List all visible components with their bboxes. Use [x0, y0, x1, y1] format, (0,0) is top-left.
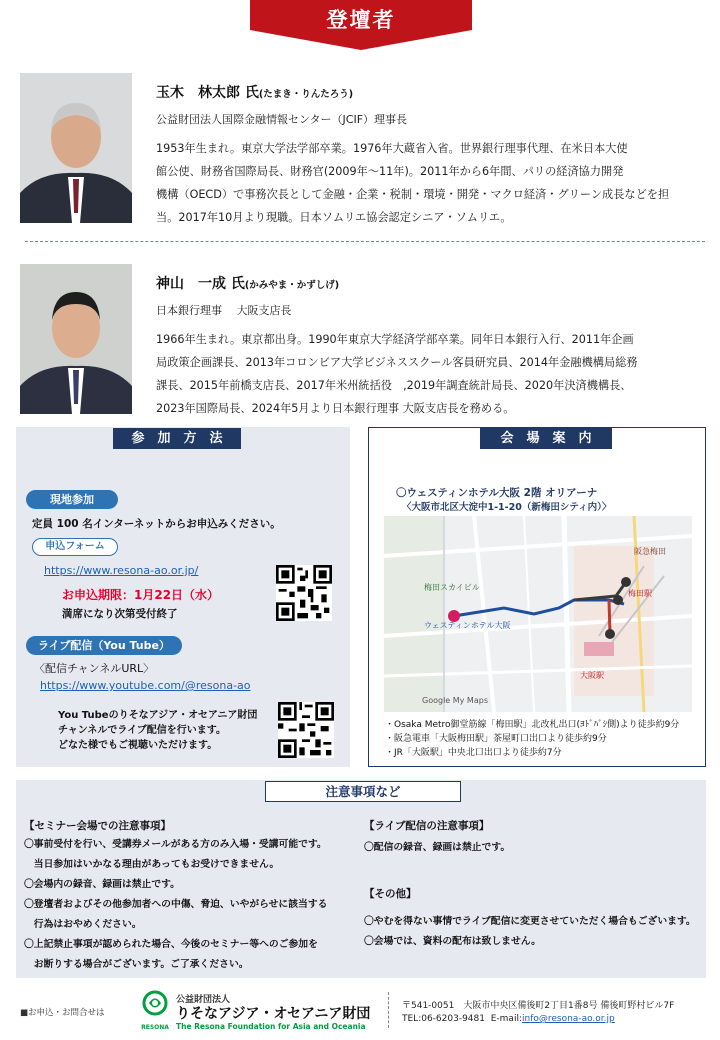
venue-map[interactable] — [384, 516, 692, 712]
speaker-1-title: 公益財団法人国際金融情報センター（JCIF）理事長 — [156, 113, 408, 126]
other-notice-heading: 【その他】 — [364, 888, 417, 900]
speaker-1-photo — [20, 73, 132, 223]
map-label-umeda-station: 梅田駅 — [628, 589, 652, 598]
notices-title: 注意事項など — [265, 781, 461, 802]
speaker-2-name: 神山 一成 氏(かみやま・かずしげ) — [156, 276, 340, 292]
youtube-qr-code[interactable] — [278, 702, 334, 758]
footer-tel: TEL:06-6203-9481 — [402, 1014, 485, 1024]
form-label: 申込フォーム — [32, 538, 118, 556]
venue-title: 会 場 案 内 — [480, 428, 612, 449]
venue-address: 〈大阪市北区大淀中1-1-20（新梅田シティ内）〉 — [402, 502, 612, 513]
live-notice-heading: 【ライブ配信の注意事項】 — [364, 820, 490, 832]
form-link[interactable]: https://www.resona-ao.or.jp/ — [44, 564, 199, 577]
live-description: You Tubeのりそなアジア・オセアニア財団 チャンネルでライブ配信を行います。 どなた様でもご視聴いただけます。 — [58, 710, 258, 751]
org-name-en: The Resona Foundation for Asia and Oceania — [176, 1022, 366, 1031]
footer-email-label: E-mail: — [490, 1014, 522, 1024]
access-info: ・Osaka Metro御堂筋線「梅田駅」北改札出口(ﾖﾄﾞﾊﾞｼ側)より徒歩約9分 ・阪急電車「大阪梅田駅」茶屋町口出口より徒歩約9分 ・JR「大阪駅」中央北口出口より徒歩約7分 — [385, 720, 680, 758]
speaker-divider — [25, 241, 705, 242]
channel-label: 〈配信チャンネルURL〉 — [34, 662, 155, 675]
footer-email-link[interactable]: info@resona-ao.or.jp — [521, 1014, 615, 1024]
foundation-logo — [138, 990, 172, 1031]
speaker-1-name: 玉木 林太郎 氏(たまき・りんたろう) — [156, 85, 354, 101]
capacity-text: 定員 100 名インターネットからお申込みください。 — [32, 518, 281, 530]
form-qr-code[interactable] — [276, 565, 332, 621]
venue-notice-list: 〇事前受付を行い、受講券メールがある方のみ入場・受講可能です。 当日参加はいかなる理由があってもお受けできません。 〇会場内の録音、録画は禁止です。 〇登壇者およびその他参加者への中傷、脅迫、いやがらせに該当する 行為はおやめください。 〇上記禁止事項が認められた場合、今後のセミナー等へのご参加を お断りする場合がございます。ご了承ください。 — [24, 839, 328, 970]
venue-notice-heading: 【セミナー会場での注意事項】 — [24, 820, 171, 832]
other-notice-list: 〇やむを得ない事情でライブ配信に変更させていただく場合もございます。 〇会場では、資料の配布は致しません。 — [364, 916, 696, 947]
map-label-google: Google My Maps — [422, 696, 488, 705]
footer-contact — [402, 1014, 615, 1024]
deadline-note: 満席になり次第受付終了 — [62, 608, 178, 620]
speaker-1-bio: 1953年生まれ。東京大学法学部卒業。1976年大蔵省入省。世界銀行理事代理、在米日本大使 館公使、財務省国際局長、財務官(2009年～11年)。2011年から6年間、パリの経済協力開発 機構（OECD）で事務次長として金融・企業・税制・環境・開発・マクロ経済・グリーン成長などを担 当。2017年10月より現職。日本ソムリエ協会認定シニア・ソムリエ。 — [156, 142, 670, 224]
org-type: 公益財団法人 — [176, 995, 231, 1005]
map-label-umeda-sky: 梅田スカイビル — [424, 583, 480, 592]
live-notice-list: 〇配信の録音、録画は禁止です。 — [364, 842, 511, 853]
footer-address: 〒541-0051 大阪市中央区備後町2丁目1番8号 備後町野村ビル7F — [402, 1001, 675, 1011]
deadline-text: お申込期限：1月22日（水） — [62, 588, 220, 602]
map-label-westin: ウェスティンホテル大阪 — [424, 621, 511, 630]
speaker-2-title: 日本銀行理事 大阪支店長 — [156, 304, 292, 317]
channel-link[interactable]: https://www.youtube.com/@resona-ao — [40, 679, 251, 692]
map-label-osaka-station: 大阪駅 — [580, 671, 604, 680]
footer-divider — [388, 992, 389, 1028]
speaker-2-bio: 1966年生まれ。東京都出身。1990年東京大学経済学部卒業。同年日本銀行入行、2011年企画 局政策企画課長、2013年コロンビア大学ビジネススクール客員研究員、2014年金融機構局総務 課長、2015年前橋支店長、2017年米州統括役 ,2019年調査統計局長、2020年決済機構長、 2023年国際局長、2024年5月より日本銀行理事 大阪支店長を務める。 — [156, 333, 638, 415]
participation-title: 参 加 方 法 — [113, 428, 241, 449]
contact-label: ■お申込・お問合せは — [20, 1008, 105, 1018]
logo-text: RESONA — [141, 1024, 169, 1031]
page-title: 登壇者 — [326, 8, 396, 32]
org-name: りそなアジア・オセアニア財団 — [176, 1006, 371, 1022]
map-label-hankyu: 阪急梅田 — [634, 547, 666, 556]
speaker-2-photo — [20, 264, 132, 414]
venue-name: 〇ウェスティンホテル大阪 2階 オリアーナ — [396, 487, 598, 499]
onsite-label: 現地参加 — [26, 490, 118, 509]
live-label: ライブ配信（You Tube） — [26, 636, 182, 655]
